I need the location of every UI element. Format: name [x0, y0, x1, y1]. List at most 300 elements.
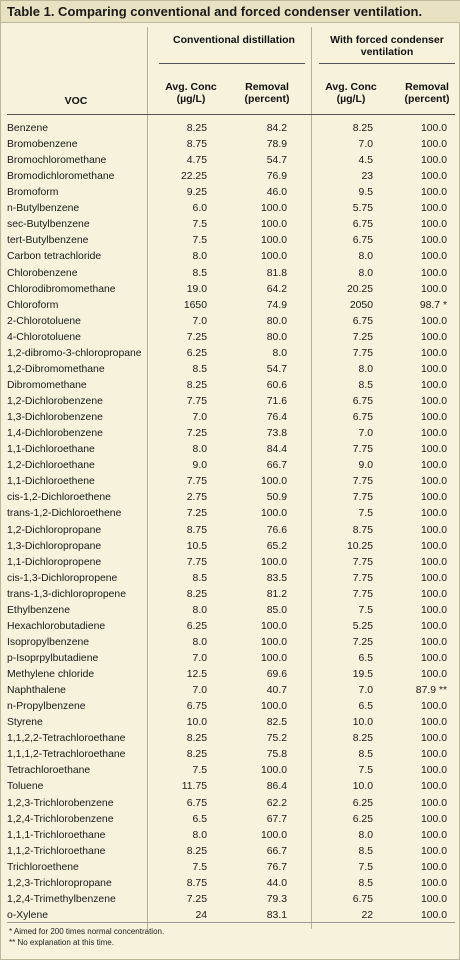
voc-cell: 1,2-Dichloropropane — [7, 524, 102, 536]
conv-avg-cell: 7.5 — [192, 219, 207, 231]
table-row — [1, 763, 460, 779]
conv-avg-cell: 8.0 — [192, 829, 207, 841]
forced-removal-cell: 100.0 — [420, 620, 447, 632]
conv-avg-cell: 1650 — [183, 299, 207, 311]
forced-removal-cell: 100.0 — [420, 636, 447, 648]
conv-avg-cell: 7.0 — [192, 652, 207, 664]
conv-avg-cell: 8.75 — [186, 139, 207, 151]
forced-group-header: With forced condenser ventilation — [330, 34, 444, 58]
conv-avg-cell: 7.0 — [192, 315, 207, 327]
voc-cell: Chloroform — [7, 299, 59, 311]
forced-removal-cell: 98.7 * — [419, 299, 447, 311]
conv-avg-cell: 7.5 — [192, 861, 207, 873]
table-row — [1, 860, 460, 876]
conv-avg-cell: 10.0 — [186, 717, 207, 729]
forced-removal-cell: 100.0 — [420, 476, 447, 488]
forced-avg-cell: 7.75 — [352, 588, 373, 600]
conv-removal-cell: 50.9 — [266, 492, 287, 504]
conv-avg-cell: 22.25 — [180, 171, 207, 183]
table-row — [1, 362, 460, 378]
forced-removal-cell: 100.0 — [420, 444, 447, 456]
forced-removal-cell: 100.0 — [420, 540, 447, 552]
forced-removal-cell: 100.0 — [420, 572, 447, 584]
conv-removal-cell: 69.6 — [266, 669, 287, 681]
conv-removal-cell: 83.1 — [266, 909, 287, 921]
forced-removal-cell: 100.0 — [420, 781, 447, 793]
conv-removal-cell: 100.0 — [260, 701, 287, 713]
forced-avg-cell: 6.75 — [352, 893, 373, 905]
table-row — [1, 587, 460, 603]
forced-removal-cell: 100.0 — [420, 749, 447, 761]
forced-removal-cell: 100.0 — [420, 524, 447, 536]
conv-removal-cell: 100.0 — [260, 251, 287, 263]
conv-avg-cell: 7.0 — [192, 412, 207, 424]
conv-avg-cell: 6.75 — [186, 701, 207, 713]
forced-removal-cell: 100.0 — [420, 428, 447, 440]
voc-cell: Trichloroethene — [7, 861, 79, 873]
conv-removal-cell: 76.6 — [266, 524, 287, 536]
table-row — [1, 249, 460, 265]
forced-avg-cell: 8.0 — [358, 363, 373, 375]
forced-avg-cell: 6.75 — [352, 412, 373, 424]
conv-removal-cell: 84.2 — [266, 123, 287, 134]
forced-removal-cell: 100.0 — [420, 331, 447, 343]
table-title: Table 1. Comparing conventional and forced condenser ventilation. — [7, 4, 423, 19]
conv-avg-cell: 12.5 — [186, 669, 207, 681]
conv-avg-cell: 8.75 — [186, 877, 207, 889]
voc-cell: 1,3-Dichloropropane — [7, 540, 102, 552]
forced-avg-cell: 7.25 — [352, 636, 373, 648]
conv-avg-cell: 6.25 — [186, 620, 207, 632]
forced-avg-cell: 7.75 — [352, 347, 373, 359]
forced-avg-cell: 9.0 — [358, 460, 373, 472]
forced-group-rule — [319, 63, 455, 64]
forced-removal-cell: 100.0 — [420, 203, 447, 215]
voc-cell: 1,1,2,2-Tetrachloroethane — [7, 733, 126, 745]
conv-removal-cell: 73.8 — [266, 428, 287, 440]
conv-removal-cell: 44.0 — [266, 877, 287, 889]
conv-avg-cell: 7.0 — [192, 685, 207, 697]
conv-removal-cell: 46.0 — [266, 187, 287, 199]
conv-avg-cell: 7.75 — [186, 396, 207, 408]
conv-avg-cell: 7.5 — [192, 765, 207, 777]
forced-removal-cell: 100.0 — [420, 669, 447, 681]
forced-avg-cell: 7.5 — [358, 508, 373, 520]
voc-cell: Carbon tetrachloride — [7, 251, 102, 263]
conv-removal-cell: 66.7 — [266, 845, 287, 857]
table-row — [1, 137, 460, 153]
forced-removal-cell: 100.0 — [420, 861, 447, 873]
forced-avg-cell: 19.5 — [352, 669, 373, 681]
forced-removal-cell: 100.0 — [420, 556, 447, 568]
forced-removal-cell: 100.0 — [420, 123, 447, 134]
table-row — [1, 282, 460, 298]
voc-cell: 2-Chlorotoluene — [7, 315, 81, 327]
conv-avg-cell: 6.75 — [186, 797, 207, 809]
conv-avg-cell: 7.25 — [186, 428, 207, 440]
forced-removal-cell: 100.0 — [420, 187, 447, 199]
forced-removal-cell: 100.0 — [420, 155, 447, 167]
forced-removal-cell: 100.0 — [420, 379, 447, 391]
forced-removal-cell: 100.0 — [420, 604, 447, 616]
forced-avg-cell: 7.25 — [352, 331, 373, 343]
forced-removal-cell: 100.0 — [420, 909, 447, 921]
forced-avg-cell: 7.5 — [358, 861, 373, 873]
voc-cell: Naphthalene — [7, 685, 66, 697]
conv-avg-cell: 7.75 — [186, 476, 207, 488]
forced-removal-cell: 100.0 — [420, 267, 447, 279]
conventional-group-rule — [159, 63, 305, 64]
table-row — [1, 796, 460, 812]
voc-cell: Ethylbenzene — [7, 604, 70, 616]
voc-cell: Methylene chloride — [7, 669, 95, 681]
table-row — [1, 266, 460, 282]
forced-avg-cell: 6.75 — [352, 396, 373, 408]
voc-cell: trans-1,3-dichloropropene — [7, 588, 126, 600]
forced-avg-cell: 7.75 — [352, 476, 373, 488]
table-row — [1, 619, 460, 635]
voc-cell: 1,4-Dichlorobenzene — [7, 428, 103, 440]
conv-removal-cell: 54.7 — [266, 155, 287, 167]
forced-removal-cell: 100.0 — [420, 829, 447, 841]
voc-cell: cis-1,2-Dichloroethene — [7, 492, 111, 504]
forced-removal-cell: 100.0 — [420, 492, 447, 504]
conv-removal-cell: 60.6 — [266, 379, 287, 391]
table-row — [1, 185, 460, 201]
voc-cell: Chlorodibromomethane — [7, 283, 116, 295]
forced-avg-cell: 4.5 — [358, 155, 373, 167]
forced-avg-cell: 8.5 — [358, 877, 373, 889]
forced-avg-cell: 6.75 — [352, 219, 373, 231]
conv-avg-cell: 8.25 — [186, 588, 207, 600]
conv-removal-cell: 86.4 — [266, 781, 287, 793]
conv-avg-cell: 19.0 — [186, 283, 207, 295]
conv-removal-cell: 100.0 — [260, 203, 287, 215]
forced-avg-cell: 10.0 — [352, 781, 373, 793]
conv-removal-cell: 100.0 — [260, 829, 287, 841]
forced-avg-cell: 9.5 — [358, 187, 373, 199]
table-row — [1, 892, 460, 908]
conv-removal-cell: 100.0 — [260, 620, 287, 632]
table-row — [1, 683, 460, 699]
table-row — [1, 603, 460, 619]
conv-avg-cell: 8.75 — [186, 524, 207, 536]
voc-cell: Hexachlorobutadiene — [7, 620, 106, 632]
conventional-group-header: Conventional distillation — [173, 34, 295, 46]
forced-avg-cell: 7.75 — [352, 556, 373, 568]
forced-avg-cell: 7.5 — [358, 765, 373, 777]
conv-avg-cell: 7.25 — [186, 508, 207, 520]
conv-avg-cell: 8.0 — [192, 444, 207, 456]
voc-cell: 1,1,1,2-Tetrachloroethane — [7, 749, 126, 761]
forced-removal-cell: 100.0 — [420, 219, 447, 231]
table-row — [1, 828, 460, 844]
forced-removal-cell: 100.0 — [420, 877, 447, 889]
forced-avg-cell: 7.0 — [358, 139, 373, 151]
forced-avg-cell: 6.25 — [352, 797, 373, 809]
conv-avg-cell: 10.5 — [186, 540, 207, 552]
forced-avg-cell: 8.75 — [352, 524, 373, 536]
conv-removal-header: Removal (percent) — [244, 81, 290, 105]
voc-cell: sec-Butylbenzene — [7, 219, 90, 231]
conv-removal-cell: 100.0 — [260, 652, 287, 664]
table-row — [1, 121, 460, 137]
conv-avg-cell: 8.5 — [192, 363, 207, 375]
header-rule — [7, 114, 455, 115]
forced-avg-cell: 23 — [361, 171, 373, 183]
conv-removal-cell: 66.7 — [266, 460, 287, 472]
table-row — [1, 394, 460, 410]
forced-avg-cell: 7.75 — [352, 492, 373, 504]
forced-avg-cell: 7.75 — [352, 444, 373, 456]
forced-avg-cell: 5.75 — [352, 203, 373, 215]
forced-avg-cell: 10.0 — [352, 717, 373, 729]
conv-avg-cell: 8.25 — [186, 123, 207, 134]
table-row — [1, 747, 460, 763]
conv-removal-cell: 65.2 — [266, 540, 287, 552]
voc-cell: 1,1,2-Trichloroethane — [7, 845, 106, 857]
forced-avg-cell: 8.5 — [358, 749, 373, 761]
voc-cell: 1,2,3-Trichlorobenzene — [7, 797, 114, 809]
conv-removal-cell: 67.7 — [266, 813, 287, 825]
conv-avg-cell: 7.25 — [186, 331, 207, 343]
forced-avg-cell: 22 — [361, 909, 373, 921]
conv-avg-cell: 24 — [195, 909, 207, 921]
conv-avg-cell: 8.25 — [186, 845, 207, 857]
forced-removal-cell: 100.0 — [420, 893, 447, 905]
conv-removal-cell: 80.0 — [266, 331, 287, 343]
footnote: * Aimed for 200 times normal concentration. — [9, 927, 165, 936]
table-row — [1, 169, 460, 185]
voc-cell: o-Xylene — [7, 909, 49, 921]
voc-column-header: VOC — [64, 95, 88, 107]
voc-cell: 1,1-Dichloropropene — [7, 556, 102, 568]
footer-rule — [7, 922, 455, 923]
conv-removal-cell: 81.2 — [266, 588, 287, 600]
voc-cell: 1,1,1-Trichloroethane — [7, 829, 106, 841]
forced-removal-cell: 100.0 — [420, 717, 447, 729]
conv-removal-cell: 75.8 — [266, 749, 287, 761]
conv-removal-cell: 62.2 — [266, 797, 287, 809]
table-row — [1, 378, 460, 394]
conv-removal-cell: 81.8 — [266, 267, 287, 279]
conv-removal-cell: 78.9 — [266, 139, 287, 151]
conv-removal-cell: 100.0 — [260, 556, 287, 568]
conv-avg-cell: 7.25 — [186, 893, 207, 905]
conv-avg-cell: 7.75 — [186, 556, 207, 568]
conv-avg-cell: 11.75 — [181, 781, 207, 793]
conv-removal-cell: 100.0 — [260, 636, 287, 648]
table-row — [1, 699, 460, 715]
forced-removal-cell: 100.0 — [420, 171, 447, 183]
forced-removal-cell: 100.0 — [420, 396, 447, 408]
voc-cell: n-Butylbenzene — [7, 203, 80, 215]
table-row — [1, 314, 460, 330]
conv-removal-cell: 85.0 — [266, 604, 287, 616]
forced-avg-cell: 8.5 — [358, 845, 373, 857]
forced-removal-cell: 100.0 — [420, 139, 447, 151]
conv-removal-cell: 76.7 — [266, 861, 287, 873]
conv-avg-cell: 7.5 — [192, 235, 207, 247]
forced-removal-cell: 100.0 — [420, 460, 447, 472]
table-row — [1, 571, 460, 587]
table-row — [1, 555, 460, 571]
conv-removal-cell: 82.5 — [266, 717, 287, 729]
voc-cell: Bromodichloromethane — [7, 171, 115, 183]
conv-avg-cell: 8.25 — [186, 733, 207, 745]
conv-removal-cell: 100.0 — [260, 235, 287, 247]
table-row — [1, 153, 460, 169]
forced-avg-cell: 10.25 — [346, 540, 373, 552]
forced-avg-cell: 6.25 — [352, 813, 373, 825]
table-row — [1, 201, 460, 217]
footnote: ** No explanation at this time. — [9, 938, 114, 947]
voc-cell: 1,2-dibromo-3-chloropropane — [7, 347, 142, 359]
conv-removal-cell: 79.3 — [266, 893, 287, 905]
conv-avg-cell: 8.5 — [192, 572, 207, 584]
conv-removal-cell: 40.7 — [266, 685, 287, 697]
forced-removal-cell: 100.0 — [420, 588, 447, 600]
voc-cell: cis-1,3-Dichloropropene — [7, 572, 118, 584]
voc-cell: 4-Chlorotoluene — [7, 331, 81, 343]
forced-removal-cell: 100.0 — [420, 765, 447, 777]
table-row — [1, 442, 460, 458]
voc-cell: 1,2-Dichlorobenzene — [7, 396, 103, 408]
table-row — [1, 410, 460, 426]
conv-avg-cell: 8.25 — [186, 379, 207, 391]
conv-removal-cell: 84.4 — [266, 444, 287, 456]
conv-avg-cell: 6.25 — [186, 347, 207, 359]
conv-removal-cell: 100.0 — [260, 219, 287, 231]
voc-cell: tert-Butylbenzene — [7, 235, 89, 247]
forced-avg-cell: 8.0 — [358, 829, 373, 841]
voc-cell: 1,2,3-Trichloropropane — [7, 877, 112, 889]
table-row — [1, 426, 460, 442]
forced-removal-cell: 100.0 — [420, 363, 447, 375]
forced-avg-cell: 6.75 — [352, 315, 373, 327]
voc-cell: Bromoform — [7, 187, 59, 199]
conv-removal-cell: 76.9 — [266, 171, 287, 183]
conv-avg-cell: 8.0 — [192, 251, 207, 263]
forced-avg-cell: 20.25 — [346, 283, 373, 295]
forced-removal-cell: 100.0 — [420, 701, 447, 713]
forced-removal-header: Removal (percent) — [404, 81, 450, 105]
forced-removal-cell: 100.0 — [420, 845, 447, 857]
conv-removal-cell: 54.7 — [266, 363, 287, 375]
table-row — [1, 298, 460, 314]
voc-cell: Styrene — [7, 717, 43, 729]
conv-removal-cell: 83.5 — [266, 572, 287, 584]
forced-removal-cell: 100.0 — [420, 235, 447, 247]
forced-removal-cell: 100.0 — [420, 412, 447, 424]
forced-removal-cell: 100.0 — [420, 733, 447, 745]
forced-avg-cell: 8.0 — [358, 267, 373, 279]
table-row — [1, 667, 460, 683]
table-row — [1, 506, 460, 522]
table-row — [1, 812, 460, 828]
table-row — [1, 474, 460, 490]
voc-cell: 1,2,4-Trichlorobenzene — [7, 813, 114, 825]
forced-avg-cell: 7.0 — [358, 428, 373, 440]
conv-avg-cell: 6.0 — [192, 203, 207, 215]
conv-avg-cell: 9.0 — [192, 460, 207, 472]
conv-removal-cell: 100.0 — [260, 508, 287, 520]
forced-avg-cell: 8.5 — [358, 379, 373, 391]
forced-removal-cell: 100.0 — [420, 283, 447, 295]
conv-removal-cell: 76.4 — [266, 412, 287, 424]
table-row — [1, 635, 460, 651]
forced-removal-cell: 100.0 — [420, 652, 447, 664]
table-row — [1, 876, 460, 892]
table-row — [1, 779, 460, 795]
conv-avg-header: Avg. Conc (µg/L) — [165, 81, 217, 105]
forced-removal-cell: 87.9 ** — [415, 685, 447, 697]
conv-avg-cell: 4.75 — [186, 155, 207, 167]
conv-removal-cell: 80.0 — [266, 315, 287, 327]
forced-avg-cell: 7.5 — [358, 604, 373, 616]
table-row — [1, 217, 460, 233]
voc-cell: 1,3-Dichlorobenzene — [7, 412, 103, 424]
forced-avg-cell: 8.25 — [352, 123, 373, 134]
conv-avg-cell: 8.25 — [186, 749, 207, 761]
table-row — [1, 233, 460, 249]
voc-cell: 1,1-Dichloroethane — [7, 444, 95, 456]
table-row — [1, 731, 460, 747]
voc-cell: Dibromomethane — [7, 379, 87, 391]
conv-avg-cell: 9.25 — [186, 187, 207, 199]
voc-cell: Bromobenzene — [7, 139, 78, 151]
voc-cell: n-Propylbenzene — [7, 701, 86, 713]
table-row — [1, 330, 460, 346]
voc-cell: Chlorobenzene — [7, 267, 78, 279]
voc-cell: Bromochloromethane — [7, 155, 107, 167]
table-row — [1, 715, 460, 731]
voc-cell: 1,2-Dichloroethane — [7, 460, 95, 472]
forced-removal-cell: 100.0 — [420, 347, 447, 359]
voc-cell: Toluene — [7, 781, 44, 793]
table-row — [1, 539, 460, 555]
conv-avg-cell: 8.0 — [192, 636, 207, 648]
conv-avg-cell: 6.5 — [192, 813, 207, 825]
forced-avg-cell: 8.25 — [352, 733, 373, 745]
conv-removal-cell: 100.0 — [260, 765, 287, 777]
voc-cell: trans-1,2-Dichloroethene — [7, 508, 122, 520]
forced-removal-cell: 100.0 — [420, 508, 447, 520]
table-row — [1, 844, 460, 860]
table-row — [1, 346, 460, 362]
forced-avg-header: Avg. Conc (µg/L) — [325, 81, 377, 105]
table-row — [1, 523, 460, 539]
forced-removal-cell: 100.0 — [420, 251, 447, 263]
forced-removal-cell: 100.0 — [420, 315, 447, 327]
voc-cell: Isopropylbenzene — [7, 636, 90, 648]
voc-cell: 1,1-Dichloroethene — [7, 476, 95, 488]
table-row — [1, 458, 460, 474]
conv-removal-cell: 71.6 — [266, 396, 287, 408]
forced-avg-cell: 8.0 — [358, 251, 373, 263]
forced-avg-cell: 5.25 — [352, 620, 373, 632]
conv-removal-cell: 8.0 — [272, 347, 287, 359]
conv-avg-cell: 8.5 — [192, 267, 207, 279]
forced-avg-cell: 6.5 — [358, 701, 373, 713]
voc-cell: p-Isoprpylbutadiene — [7, 652, 99, 664]
conv-removal-cell: 74.9 — [266, 299, 287, 311]
conv-avg-cell: 8.0 — [192, 604, 207, 616]
voc-cell: Tetrachloroethane — [7, 765, 91, 777]
forced-removal-cell: 100.0 — [420, 813, 447, 825]
forced-avg-cell: 6.75 — [352, 235, 373, 247]
forced-avg-cell: 7.0 — [358, 685, 373, 697]
